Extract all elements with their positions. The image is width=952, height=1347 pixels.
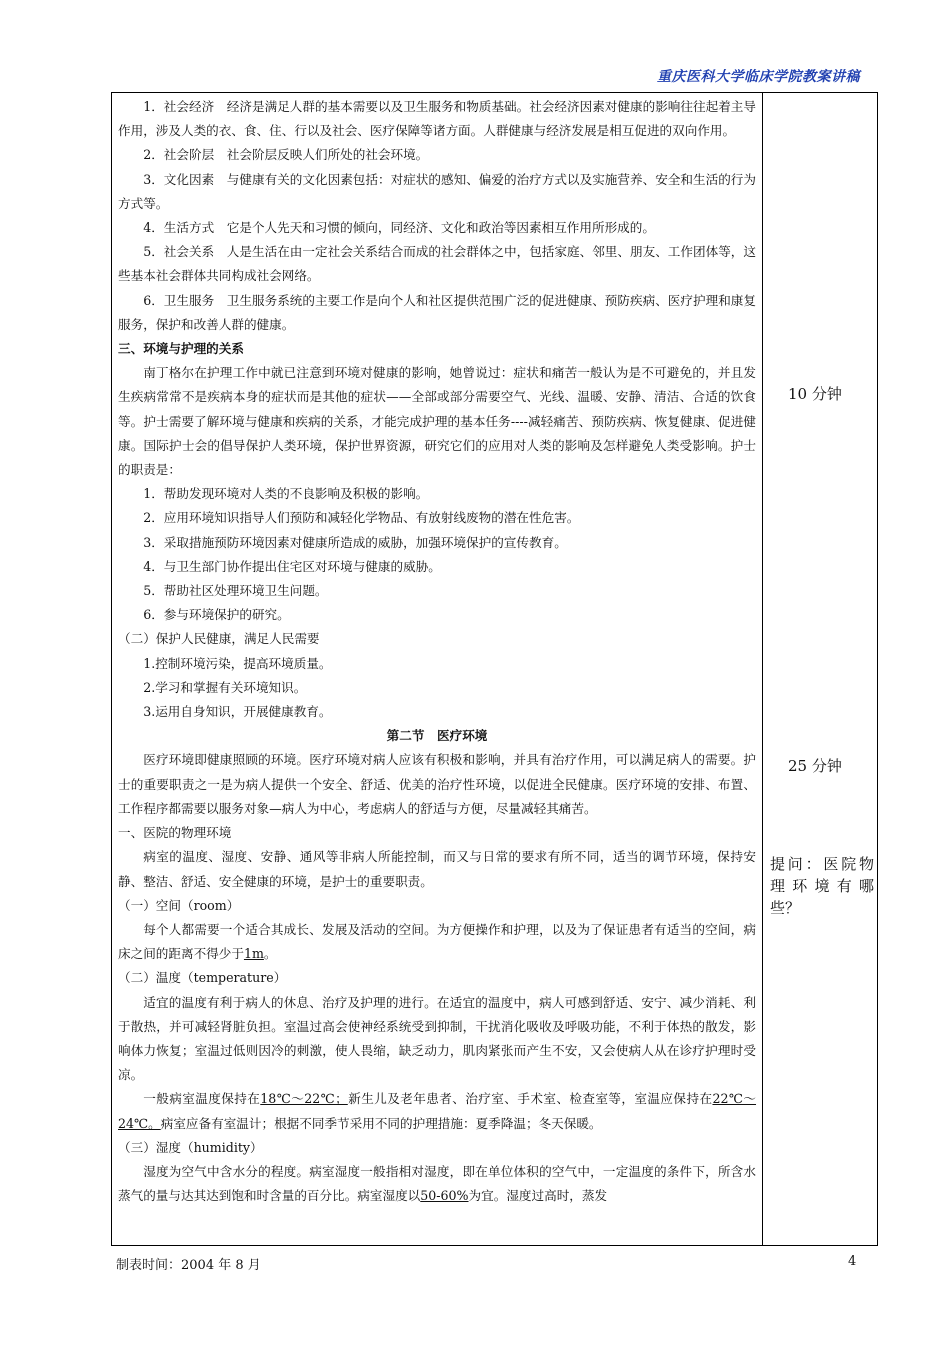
paragraph xyxy=(118,1087,756,1135)
time-note-10min: 10 分钟 xyxy=(788,385,842,403)
footer-date: 制表时间：2004 年 8 月 xyxy=(116,1258,261,1273)
text-run: 每个人都需要一个适合其成长、发展及活动的空间。为方便操作和护理，以及为了保证患者有适当的空间，病床之间的距离不得少于 xyxy=(118,921,756,962)
lecture-content xyxy=(118,95,756,1208)
text-run: 新生儿及老年患者、治疗室、手术室、检查室等，室温应保持在 xyxy=(347,1091,713,1107)
underlined-value: 22℃～24℃。 xyxy=(118,1091,757,1131)
paragraph: 适宜的温度有利于病人的休息、治疗及护理的进行。在适宜的温度中，病人可感到舒适、安宁、减少消耗、利于散热，并可减轻肾脏负担。室温过高会使神经系统受到抑制，干扰消化吸收及呼吸功能，不利于体热的散发，影响体力恢复；室温过低则因冷的刺激，使人畏缩，缺乏动力，肌肉紧张而产生不安，又会使病人从在诊疗护理时受凉。 xyxy=(118,994,756,1083)
list-item: 1.控制环境污染，提高环境质量。 xyxy=(143,655,332,671)
underlined-value: 1m xyxy=(243,946,264,962)
paragraph: 南丁格尔在护理工作中就已注意到环境对健康的影响，她曾说过：症状和痛苦一般认为是不可避免的，并且发生疾病常常不是疾病本身的症状而是其他的症状——全部或部分需要空气、光线、温暖、安静、清洁、合适的饮食等。护士需要了解环境与健康和疾病的关系，才能完成护理的基本任务----减轻痛苦、预防疾病、恢复健康、促进健康。国际护士会的倡导保护人类环境，保护世界资源，研究它们的应用对人类的影响及怎样避免人类受影响。护士的职责是： xyxy=(118,365,756,478)
text-run: 为宜。湿度过高时，蒸发 xyxy=(468,1188,608,1204)
list-item: 5．帮助社区处理环境卫生问题。 xyxy=(143,583,328,599)
subsection-heading: （二）保护人民健康，满足人民需要 xyxy=(118,631,320,647)
paragraph: 5．社会关系 人是生活在由一定社会关系结合而成的社会群体之中，包括家庭、邻里、朋友、工作团体等，这些基本社会群体共同构成社会网络。 xyxy=(118,244,756,284)
list-item: 4．与卫生部门协作提出住宅区对环境与健康的威胁。 xyxy=(143,558,441,574)
underlined-value: 18℃～22℃； xyxy=(260,1091,348,1107)
page-number: 4 xyxy=(848,1254,857,1269)
subsection-heading: （二）温度（temperature） xyxy=(118,970,287,986)
section-title: 第二节 医疗环境 xyxy=(386,728,488,744)
paragraph xyxy=(118,918,756,966)
text-run: 湿度为空气中含水分的程度。病室湿度一般指相对湿度，即在单位体积的空气中，一定温度的条件下，所含水蒸气的量与达其达到饱和时含量的百分比。病室湿度以 xyxy=(118,1163,756,1204)
paragraph: 2．社会阶层 社会阶层反映人们所处的社会环境。 xyxy=(143,147,429,163)
question-note: 提问：医院物理环境有哪些？ xyxy=(770,855,874,917)
paragraph: 1．社会经济 经济是满足人群的基本需要以及卫生服务和物质基础。社会经济因素对健康的影响往往起着主导作用，涉及人类的衣、食、住、行以及社会、医疗保障等诸方面。人群健康与经济发展是相互促进的双向作用。 xyxy=(118,99,756,139)
column-divider xyxy=(762,93,763,1245)
subsection-heading: （一）空间（room） xyxy=(118,897,240,913)
page-header-title: 重庆医科大学临床学院教案讲稿 xyxy=(657,69,860,85)
list-item: 2.学习和掌握有关环境知识。 xyxy=(143,679,307,695)
paragraph xyxy=(118,1160,756,1208)
paragraph: 医疗环境即健康照顾的环境。医疗环境对病人应该有积极和影响，并具有治疗作用，可以满足病人的需要。护士的重要职责之一是为病人提供一个安全、舒适、优美的治疗性环境，以促进全民健康。医疗环境的安排、布置、工作程序都需要以服务对象—病人为中心，考虑病人的舒适与方便，尽量减轻其痛苦。 xyxy=(118,752,756,816)
list-item: 2．应用环境知识指导人们预防和减轻化学物品、有放射线废物的潜在性危害。 xyxy=(143,510,580,526)
section-heading: 三、环境与护理的关系 xyxy=(118,341,244,357)
text-run: 。 xyxy=(263,946,277,962)
text-run: 病室应备有室温计；根据不同季节采用不同的护理措施：夏季降温；冬天保暖。 xyxy=(160,1115,602,1131)
paragraph: 病室的温度、湿度、安静、通风等非病人所能控制，而又与日常的要求有所不同，适当的调节环境，保持安静、整洁、舒适、安全健康的环境，是护士的重要职责。 xyxy=(118,849,756,889)
underlined-value: 50-60% xyxy=(420,1188,469,1204)
paragraph: 6．卫生服务 卫生服务系统的主要工作是向个人和社区提供范围广泛的促进健康、预防疾病、医疗护理和康复服务，保护和改善人群的健康。 xyxy=(118,292,756,332)
list-item: 3．采取措施预防环境因素对健康所造成的威胁，加强环境保护的宣传教育。 xyxy=(143,534,567,550)
text-run: 一般病室温度保持在 xyxy=(143,1091,261,1107)
subsection-heading: 一、医院的物理环境 xyxy=(118,825,232,841)
lesson-table xyxy=(111,92,878,1246)
list-item: 1．帮助发现环境对人类的不良影响及积极的影响。 xyxy=(143,486,429,502)
subsection-heading: （三）湿度（humidity） xyxy=(118,1139,263,1155)
time-note-25min: 25 分钟 xyxy=(788,757,842,775)
paragraph: 4．生活方式 它是个人先天和习惯的倾向，同经济、文化和政治等因素相互作用所形成的。 xyxy=(143,220,655,236)
paragraph: 3．文化因素 与健康有关的文化因素包括：对症状的感知、偏爱的治疗方式以及实施营养、安全和生活的行为方式等。 xyxy=(118,171,756,211)
list-item: 3.运用自身知识，开展健康教育。 xyxy=(143,704,332,720)
list-item: 6．参与环境保护的研究。 xyxy=(143,607,290,623)
